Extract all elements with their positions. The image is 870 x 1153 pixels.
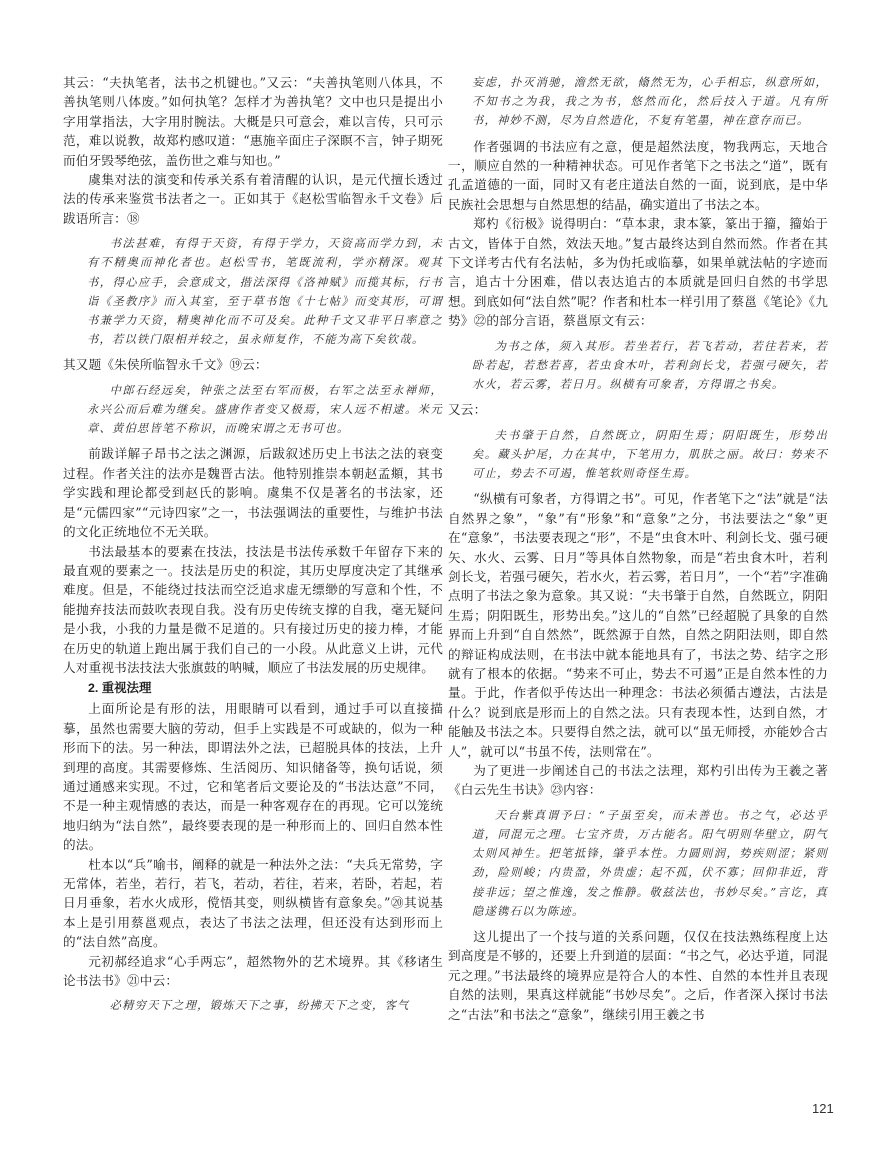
block-quote: 中郎石经远矣，钟张之法至右军而极，右军之法至永禅师，永兴公而后难为继矣。盛唐作者变又极焉，宋人远不相逮。米元章、黄伯思皆笔不称识，而晚宋谓之无书可也。 xyxy=(87,383,443,436)
paragraph: 其又题《朱侯所临智永千文》⑲云： xyxy=(63,357,268,373)
left-column xyxy=(63,73,443,1022)
paragraph: 书法最基本的要素在技法，技法是书法传承数千年留存下来的最直观的要素之一。技法是历史的积淀，其历史厚度决定了其继承难度。但是，不能绕过技法而空泛追求虚无缥缈的写意和个性，不能抛弃技法而鼓吹表现自我。没有历史传统支撑的自我，毫无疑问是小我，小我的力量是微不足道的。只有接过历史的接力棒，才能在历史的轨道上跑出属于我们自己的一小段。从此意义上讲，元代人对重视书法技法大张旗鼓的呐喊，顺应了书法发展的历史规律。 xyxy=(63,543,443,675)
paragraph: 前跋详解子昂书之法之渊源，后跋叙述历史上书法之法的衰变过程。作者关注的法亦是魏晋古法。他特别推崇本朝赵孟頫，其书学实践和理论都受到赵氏的影响。虞集不仅是著名的书法家，还是“元儒四家”“元诗四家”之一，书法强调法的重要性，与维护书法的文化正统地位不无关联。 xyxy=(63,446,443,540)
paragraph: 杜本以“兵”喻书，阐释的就是一种法外之法：“夫兵无常势，字无常体，若坐，若行，若飞，若动，若往，若来，若卧，若起，若日月垂象，若水火成形，傥悟其变，则纵横皆有意象矣。”⑳其说基本上是引用蔡邕观点，表达了书法之法理，但还没有达到形而上的“法自然”高度。 xyxy=(63,856,443,950)
block-quote: 必精穷天下之理，锻炼天下之事，纷拂天下之变，客气 xyxy=(109,999,410,1013)
paragraph: 为了更进一步阐述自己的书法之法理，郑杓引出传为王羲之著《白云先生书诀》㉓内容： xyxy=(448,762,828,798)
paragraph: 又云： xyxy=(448,402,487,418)
paragraph: 郑杓《衍极》说得明白：“草本隶，隶本篆，篆出于籀，籀始于古文，皆体于自然，效法天地。”复古最终达到自然而然。作者在其下文详考古代有名法帖，多为伪托或临摹，如果单就法帖的字迹而言，追古十分困难，借以表达追古的本质就是回归自然的书学思想。到底如何“法自然”呢？作者和杜本一样引用了蔡邕《笔论》《九势》㉒的部分言语，蔡邕原文有云： xyxy=(448,216,828,329)
block-quote: 书法甚难，有得于天资，有得于学力，天资高而学力到，未有不精奥而神化者也。赵松雪书，笔既流利，学亦精深。观其书，得心应手，会意成文，揩法深得《洛神赋》而揽其标，行书诣《圣教序》而入其室，至于草书饱《十七帖》而变其形，可谓书兼学力天资，精奥神化而不可及矣。此种千文又非平日率意之书，若以铁门限相并较之，虽永师复作，不能为高下矣钦哉。 xyxy=(87,237,443,347)
paragraph: 其云：“夫执笔者，法书之机键也。”又云：“夫善执笔则八体具，不善执笔则八体废。”如何执笔？怎样才为善执笔？文中也只是提出小字用掌指法，大字用肘腕法。大概是只可意会，难以言传，只可示范，难以说教，故郑杓感叹道：“惠施辛面庄子深瞑不言，钟子期死而伯牙毁琴绝弦，盖伤世之难与知也。” xyxy=(63,75,443,168)
block-quote: 夫书肇于自然，自然既立，阴阳生焉；阴阳既生，形势出矣。藏头护尾，力在其中，下笔用力，肌肤之丽。故曰：势来不可止，势去不可遏，惟笔软则奇怪生焉。 xyxy=(472,428,828,481)
block-quote-continued: 妄虑，扑灭消驰，澹然无欲，翛然无为，心手相忘，纵意所如，不知书之为我，我之为书，悠然而化，然后技入于道。凡有所书，神妙不测，尽为自然造化，不复有笔墨，神在意存而已。 xyxy=(472,76,828,128)
page-number: 121 xyxy=(812,1101,834,1116)
right-column xyxy=(448,73,828,1024)
paragraph: 这儿提出了一个技与道的关系问题，仅仅在技法熟练程度上达到高度是不够的，还要上升到道的层面：“书之气，必达乎道，同混元之理。”书法最终的境界应是符合人的本性、自然的本性并且表现自然的法则，果真这样就能“书妙尽矣”。之后，作者深入探讨书法之“古法”和书法之“意象”，继续引用王羲之书 xyxy=(448,929,828,1022)
paragraph: 元初郝经追求“心手两忘”，超然物外的艺术境界。其《移诸生论书法书》㉑中云： xyxy=(63,953,443,989)
block-quote: 天台紫真谓予曰：“子虽至矣，而未善也。书之气，必达乎道，同混元之理。七宝齐贵，万古能名。阳气明则华壁立，阴气太则风神生。把笔抵锋，肇乎本性。力圆则润，势疾则涩；紧则劲，险则峻；内贵盈，外贵虚；起不孤，伏不寡；回仰非近，背接非远；望之惟逸，发之惟静。敬兹法也，书妙尽矣。”言讫，真隐遂镌石以为陈迹。 xyxy=(472,808,828,918)
paragraph: 虞集对法的演变和传承关系有着清醒的认识，是元代擅长透过法的传承来鉴赏书法者之一。正如其于《赵松雪临智永千文卷》后跋语所言：⑱ xyxy=(63,172,443,226)
block-quote: 为书之体，须入其形。若坐若行，若飞若动，若往若来，若卧若起，若愁若喜，若虫食木叶，若利剑长戈，若强弓硬矢，若水火，若云雾，若日月。纵横有可象者，方得谓之书矣。 xyxy=(472,339,828,392)
paragraph: 作者强调的书法应有之意，便是超然法度，物我两忘，天地合一，顺应自然的一种精神状态。可见作者笔下之书法之“道”，既有孔孟道德的一面，同时又有老庄道法自然的一面，说到底，是中华民族社会思想与自然思想的结晶，确实道出了书法之本。 xyxy=(448,138,828,212)
section-heading: 2. 重视法理 xyxy=(88,681,152,696)
paragraph: 上面所论是有形的法，用眼睛可以看到，通过手可以直接描摹，虽然也需要大脑的劳动，但手上实践是不可或缺的，似为一种形而下的法。另一种法，即谓法外之法，已超脱具体的技法，上升到理的高度。其需要修炼、生活阅历、知识储备等，换句话说，须通过通感来实现。不过，它和笔者后文要论及的“书法达意”不同，不是一种主观情感的表达，而是一种客观存在的再现。它可以笼统地归纳为“法自然”，最终要表现的是一种形而上的、回归自然本性的法。 xyxy=(63,701,443,853)
paragraph: “纵横有可象者，方得谓之书”。可见，作者笔下之“法”就是“法自然界之象”，“象”有“形象”和“意象”之分，书法要法之“象”更在“意象”，书法要表现之“形”，不是“虫食木叶、利剑长戈、强弓硬矢、水火、云雾、日月”等具体自然物象，而是“若虫食木叶，若利剑长戈，若强弓硬矢，若水火，若云雾，若日月”，一个“若”字准确点明了书法之象为意象。其又说：“夫书肇于自然，自然既立，阴阳生焉；阴阳既生，形势出矣。”这儿的“自然”已经超脱了具象的自然界而上升到“自自然然”，既然源于自然，自然之阴阳法则，即自然的辩证构成法则，在书法中就本能地具有了，书法之势、结字之形就有了根本的依据。“势来不可止，势去不可遏”正是自然本性的力量。于此，作者似乎传达出一种理念：书法必须循古遵法，古法是什么？说到底是形而上的自然之法。只有表现本性，达到自然，才能触及书法之本。只要得自然之法，就可以“虽无师授，亦能妙合古人”，就可以“书虽不传，法则常在”。 xyxy=(448,491,828,759)
